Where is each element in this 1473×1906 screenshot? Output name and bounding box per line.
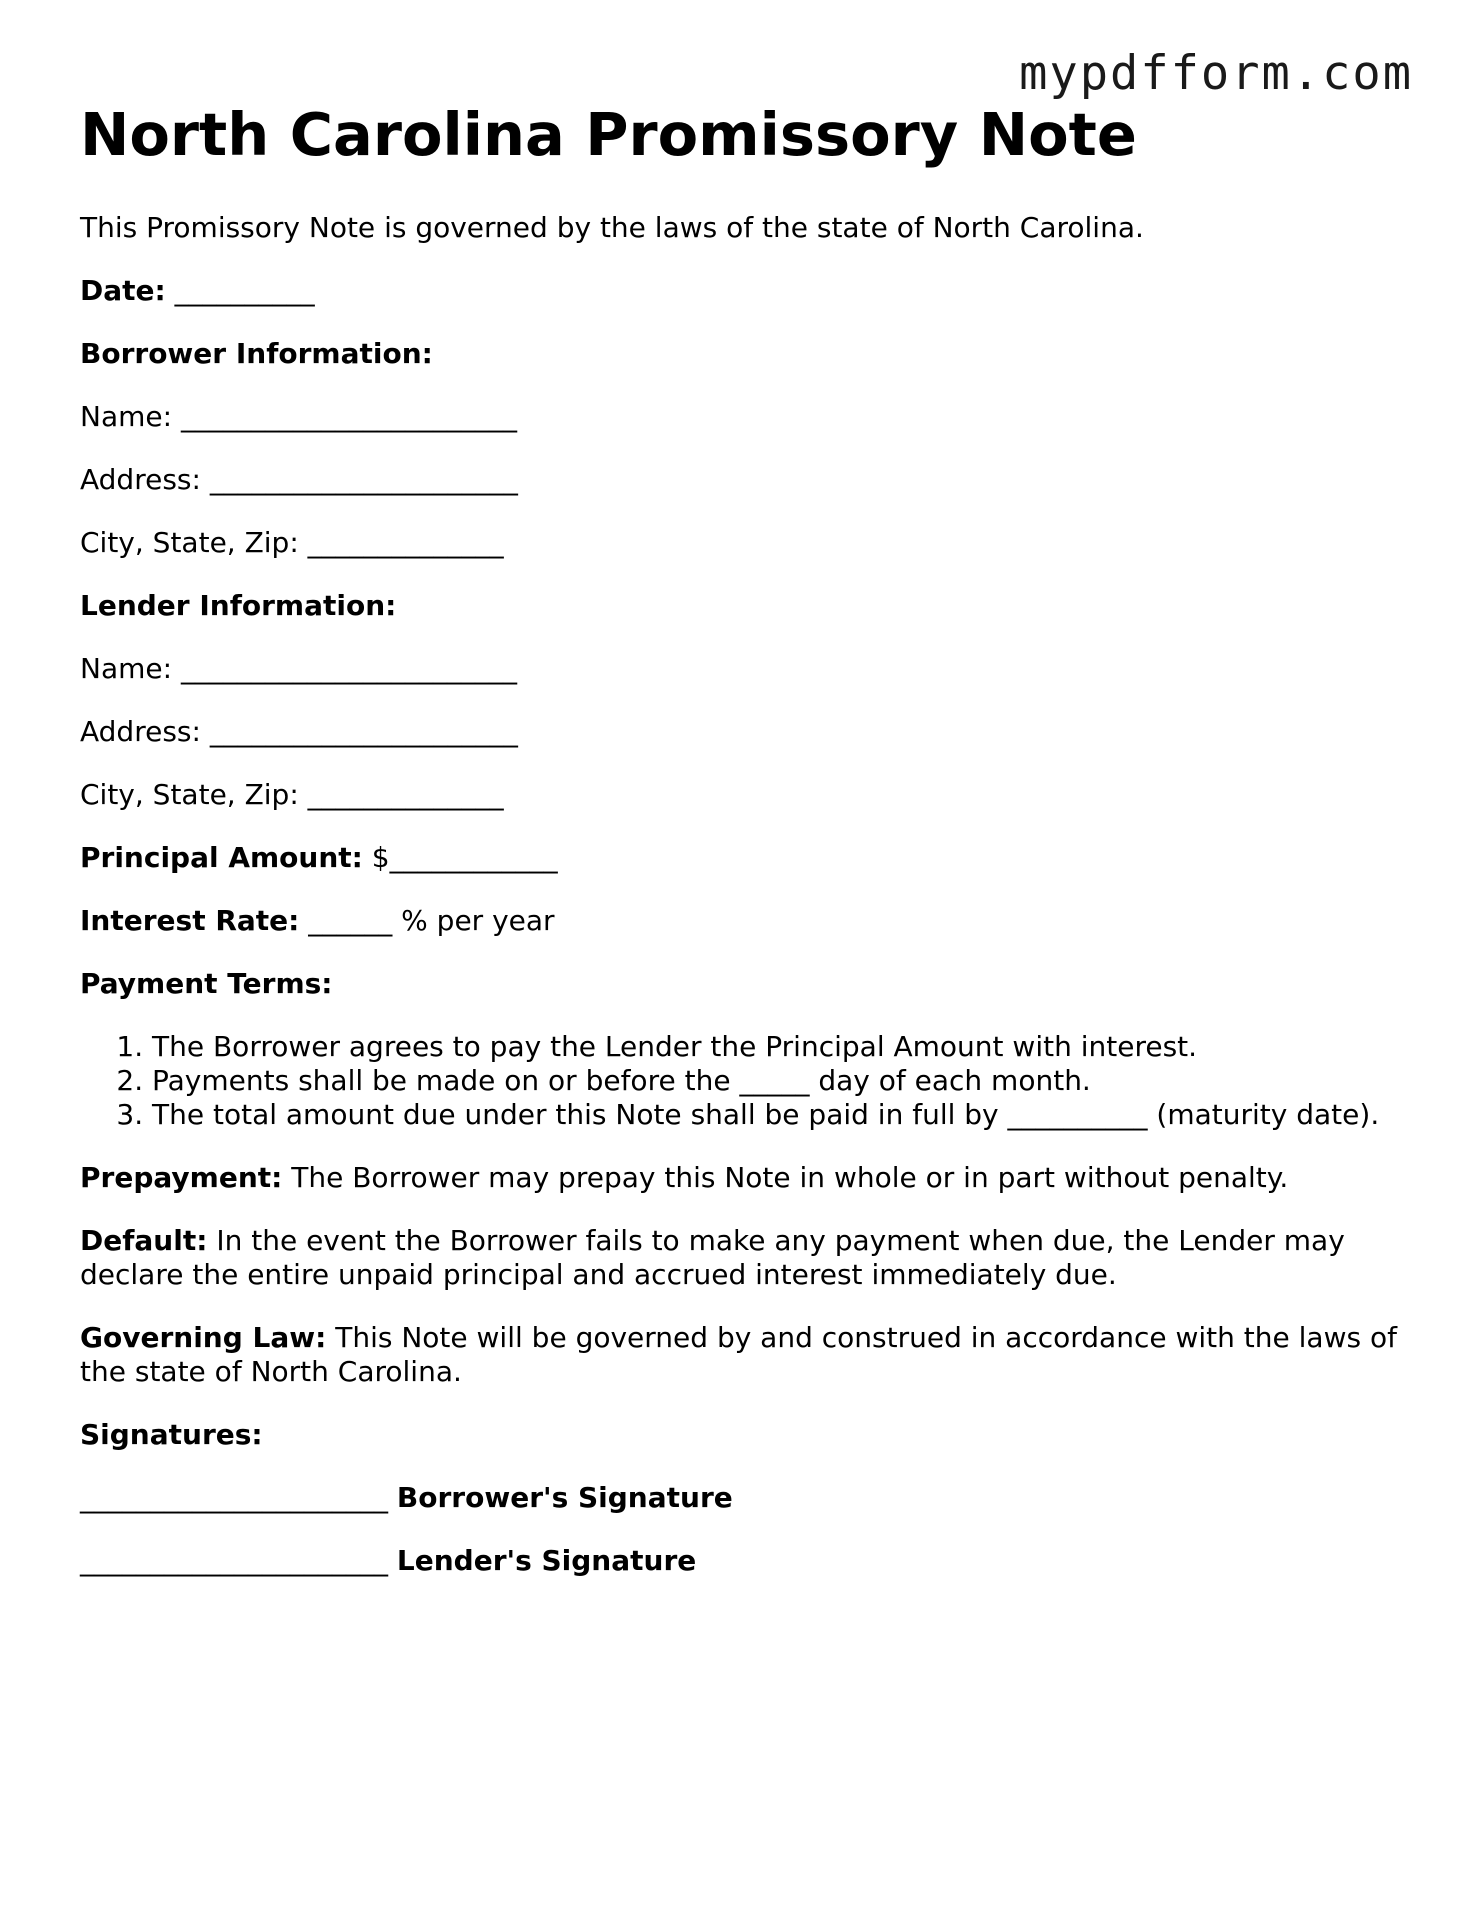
interest-field xyxy=(80,904,1400,938)
borrower-city-field[interactable]: City, State, Zip: ______________ xyxy=(80,525,504,559)
signatures-heading: Signatures: xyxy=(80,1417,263,1451)
payment-terms-list xyxy=(80,1030,1400,1132)
borrower-address-field[interactable]: Address: ______________________ xyxy=(80,462,518,496)
page-title: North Carolina Promissory Note xyxy=(80,100,1137,169)
date-field xyxy=(80,274,1400,308)
principal-field xyxy=(80,841,1400,875)
governing-law-text: This Note will be governed by and construed in accordance with the laws of the state of North Carolina. xyxy=(80,1320,1397,1388)
prepayment-clause xyxy=(80,1161,1400,1195)
date-label: Date: xyxy=(80,273,166,307)
list-item: 2. Payments shall be made on or before the _____ day of each month. xyxy=(152,1064,1400,1098)
governing-law-label: Governing Law: xyxy=(80,1320,327,1354)
interest-label: Interest Rate: xyxy=(80,903,300,937)
lender-signature-label: Lender's Signature xyxy=(396,1543,697,1577)
intro-text: This Promissory Note is governed by the laws of the state of North Carolina. xyxy=(80,210,1144,244)
borrower-signature-label: Borrower's Signature xyxy=(396,1480,733,1514)
lender-address-field[interactable]: Address: ______________________ xyxy=(80,714,518,748)
lender-heading: Lender Information: xyxy=(80,588,397,622)
principal-label: Principal Amount: xyxy=(80,840,363,874)
principal-blank[interactable]: $____________ xyxy=(371,840,558,874)
lender-city-field[interactable]: City, State, Zip: ______________ xyxy=(80,777,504,811)
governing-law-clause xyxy=(80,1321,1400,1389)
borrower-signature-row xyxy=(80,1481,1400,1515)
list-item: 1. The Borrower agrees to pay the Lender the Principal Amount with interest. xyxy=(152,1030,1400,1064)
borrower-name-field[interactable]: Name: ________________________ xyxy=(80,399,517,433)
date-blank[interactable]: __________ xyxy=(174,273,315,307)
default-text: In the event the Borrower fails to make any payment when due, the Lender may declare the entire unpaid principal and accrued interest immediately due. xyxy=(80,1223,1345,1291)
document-page xyxy=(80,100,1400,1578)
default-label: Default: xyxy=(80,1223,208,1257)
site-watermark: mypdfform.com xyxy=(1019,46,1413,101)
prepayment-text: The Borrower may prepay this Note in whole or in part without penalty. xyxy=(291,1160,1289,1194)
lender-signature-row xyxy=(80,1544,1400,1578)
borrower-signature-line[interactable]: ______________________ xyxy=(80,1480,388,1514)
interest-blank[interactable]: ______ % per year xyxy=(308,903,555,937)
payment-terms-heading: Payment Terms: xyxy=(80,966,333,1000)
default-clause xyxy=(80,1224,1400,1292)
lender-signature-line[interactable]: ______________________ xyxy=(80,1543,388,1577)
lender-name-field[interactable]: Name: ________________________ xyxy=(80,651,517,685)
list-item: 3. The total amount due under this Note shall be paid in full by __________ (maturity date). xyxy=(152,1098,1400,1132)
prepayment-label: Prepayment: xyxy=(80,1160,283,1194)
borrower-heading: Borrower Information: xyxy=(80,336,433,370)
